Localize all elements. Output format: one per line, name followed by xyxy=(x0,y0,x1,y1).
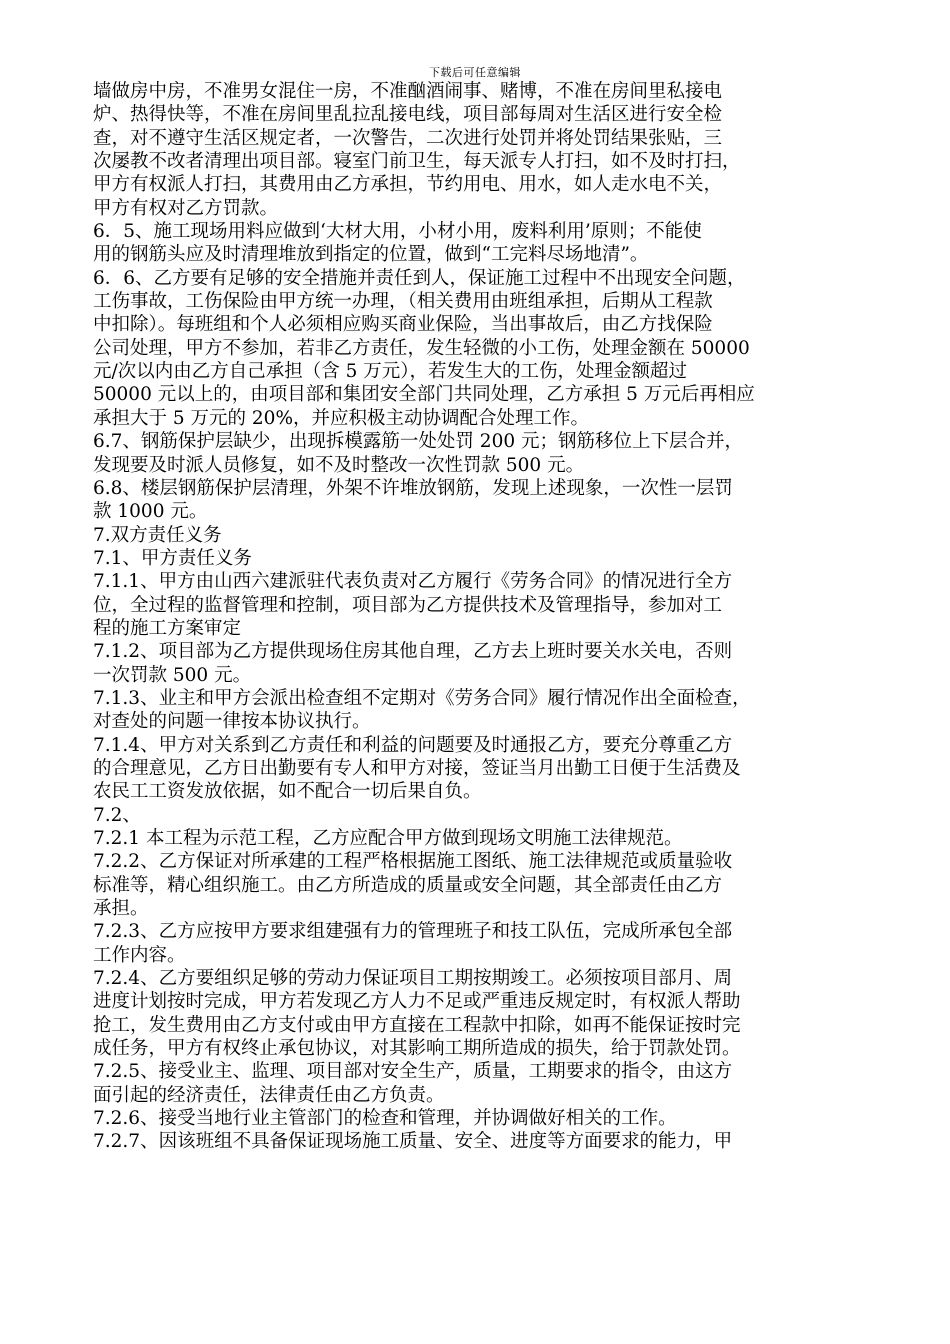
section-7-2-6: 7.2.6、接受当地行业主管部门的检查和管理，并协调做好相关的工作。 xyxy=(93,1108,677,1130)
text-line: 程的施工方案审定 xyxy=(93,617,242,639)
section-7-2-3: 7.2.3、乙方应按甲方要求组建强有力的管理班子和技工队伍，完成所承包全部 xyxy=(93,921,733,943)
section-6-6: 6．6、乙方要有足够的安全措施并责任到人，保证施工过程中不出现安全问题， xyxy=(93,267,746,289)
text-line: 元/次以内由乙方自己承担（含 5 万元），若发生大的工伤，处理金额超过 xyxy=(93,361,688,383)
section-7-1-4: 7.1.4、甲方对关系到乙方责任和利益的问题要及时通报乙方，要充分尊重乙方 xyxy=(93,734,733,756)
text-line: 公司处理，甲方不参加，若非乙方责任，发生轻微的小工伤，处理金额在 50000 xyxy=(93,337,750,359)
section-7-1-heading: 7.1、甲方责任义务 xyxy=(93,547,252,569)
text-line: 炉、热得快等，不准在房间里乱拉乱接电线，项目部每周对生活区进行安全检 xyxy=(93,104,723,126)
document-body xyxy=(93,80,871,1154)
text-line: 位，全过程的监督管理和控制，项目部为乙方提供技术及管理指导，参加对工 xyxy=(93,594,723,616)
text-line: 发现要及时派人员修复，如不及时整改一次性罚款 500 元。 xyxy=(93,454,585,476)
text-line: 一次罚款 500 元。 xyxy=(93,664,252,686)
section-7-2-4: 7.2.4、乙方要组织足够的劳动力保证项目工期按期竣工。必须按项目部月、周 xyxy=(93,968,733,990)
section-7-2-heading: 7.2、 xyxy=(93,804,141,826)
text-line: 对查处的问题一律按本协议执行。 xyxy=(93,711,371,733)
text-line: 工伤事故，工伤保险由甲方统一办理，（相关费用由班组承担，后期从工程款 xyxy=(93,291,713,313)
section-7-2-1: 7.2.1 本工程为示范工程，乙方应配合甲方做到现场文明施工法律规范。 xyxy=(93,828,683,849)
section-7-2-2: 7.2.2、乙方保证对所承建的工程严格根据施工图纸、施工法律规范或质量验收 xyxy=(93,851,733,873)
text-line: 甲方有权派人打扫，其费用由乙方承担，节约用电、用水，如人走水电不关， xyxy=(93,174,723,196)
section-7-1-1: 7.1.1、甲方由山西六建派驻代表负责对乙方履行《劳务合同》的情况进行全方 xyxy=(93,571,733,593)
section-7-2-7: 7.2.7、因该班组不具备保证现场施工质量、安全、进度等方面要求的能力，甲 xyxy=(93,1131,733,1153)
text-line: 承担。 xyxy=(93,898,149,920)
text-line: 次屡教不改者清理出项目部。寝室门前卫生，每天派专人打扫，如不及时打扫， xyxy=(93,151,741,173)
section-7-heading: 7.双方责任义务 xyxy=(93,524,222,546)
text-line: 面引起的经济责任，法律责任由乙方负责。 xyxy=(93,1084,445,1106)
text-line: 抢工，发生费用由乙方支付或由甲方直接在工程款中扣除，如再不能保证按时完 xyxy=(93,1014,741,1036)
text-line: 进度计划按时完成，甲方若发现乙方人力不足或严重违反规定时，有权派人帮助 xyxy=(93,991,741,1013)
page-header: 下载后可任意编辑 xyxy=(429,66,521,79)
text-line: 成任务，甲方有权终止承包协议，对其影响工期所造成的损失，给于罚款处罚。 xyxy=(93,1038,741,1060)
text-line: 墙做房中房，不准男女混住一房，不准酗酒闹事、赌博，不准在房间里私接电 xyxy=(93,81,723,102)
text-line: 的合理意见，乙方日出勤要有专人和甲方对接，签证当月出勤工日便于生活费及 xyxy=(93,757,741,779)
text-line: 查，对不遵守生活区规定者，一次警告，二次进行处罚并将处罚结果张贴，三 xyxy=(93,127,723,149)
text-line: 工作内容。 xyxy=(93,944,186,966)
text-line: 甲方有权对乙方罚款。 xyxy=(93,197,279,219)
section-7-1-2: 7.1.2、项目部为乙方提供现场住房其他自理，乙方去上班时要关水关电，否则 xyxy=(93,641,733,663)
text-line: 承担大于 5 万元的 20%，并应积极主动协调配合处理工作。 xyxy=(93,407,590,429)
text-line: 农民工工资发放依据，如不配合一切后果自负。 xyxy=(93,781,482,803)
section-6-5: 6．5、施工现场用料应做到‘大材大用，小材小用，废料利用’原则；不能使 xyxy=(93,221,702,243)
section-7-2-5: 7.2.5、接受业主、监理、项目部对安全生产，质量，工期要求的指令，由这方 xyxy=(93,1061,733,1083)
section-7-1-3: 7.1.3、业主和甲方会派出检查组不定期对《劳务合同》履行情况作出全面检查， xyxy=(93,687,751,709)
text-line: 标准等，精心组织施工。由乙方所造成的质量或安全问题，其全部责任由乙方 xyxy=(93,874,723,896)
text-line: 款 1000 元。 xyxy=(93,501,208,523)
text-line: 中扣除）。每班组和个人必须相应购买商业保险，当出事故后，由乙方找保险 xyxy=(93,314,713,336)
text-line: 50000 元以上的，由项目部和集团安全部门共同处理，乙方承担 5 万元后再相应 xyxy=(93,384,755,406)
section-6-7: 6.7、钢筋保护层缺少，出现拆模露筋一处处罚 200 元；钢筋移位上下层合并， xyxy=(93,431,743,453)
section-6-8: 6.8、楼层钢筋保护层清理，外架不许堆放钢筋，发现上述现象，一次性一层罚 xyxy=(93,477,733,499)
text-line: 用的钢筋头应及时清理堆放到指定的位置，做到“工完料尽场地清”。 xyxy=(93,244,649,266)
